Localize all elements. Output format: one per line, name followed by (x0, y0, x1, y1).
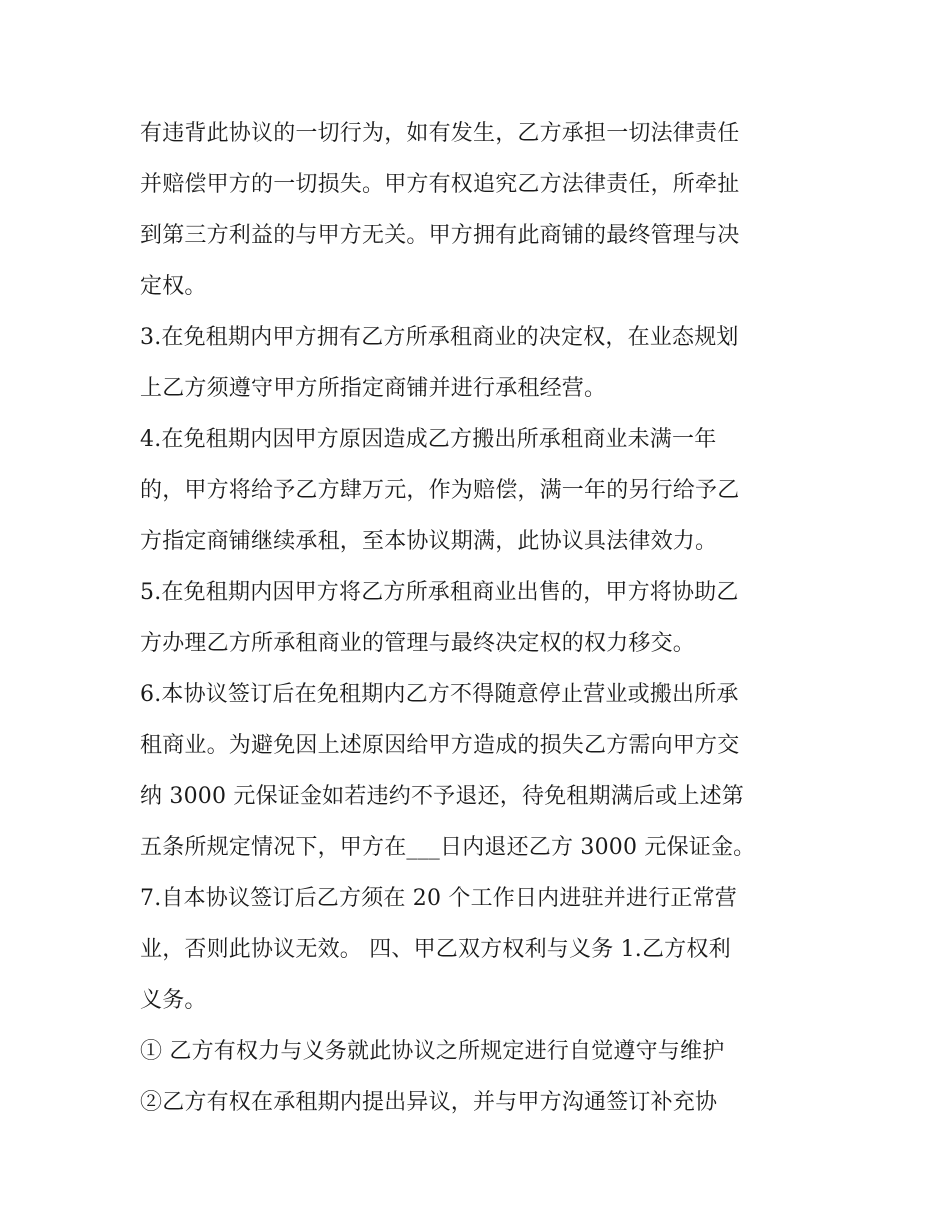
clause-3-line: 3.在免租期内甲方拥有乙方所承租商业的决定权，在业态规划 (140, 325, 739, 350)
text-line: 方办理乙方所承租商业的管理与最终决定权的权力移交。 (140, 631, 696, 656)
text-line: 有违背此协议的一切行为，如有发生，乙方承担一切法律责任 (140, 121, 740, 146)
text-line: 五条所规定情况下，甲方在___日内退还乙方 3000 元保证金。 (140, 835, 756, 860)
text-line: 上乙方须遵守甲方所指定商铺并进行承租经营。 (140, 376, 607, 401)
text-line: 业，否则此协议无效。 四、甲乙双方权利与义务 1.乙方权利 (140, 937, 731, 962)
text-line: 方指定商铺继续承租，至本协议期满，此协议具法律效力。 (140, 529, 718, 554)
clause-6-line: 6.本协议签订后在免租期内乙方不得随意停止营业或搬出所承 (140, 682, 739, 707)
text-line: 的，甲方将给予乙方肆万元，作为赔偿，满一年的另行给予乙 (140, 478, 740, 503)
contract-text-block (140, 108, 820, 1128)
clause-4-line: 4.在免租期内因甲方原因造成乙方搬出所承租商业未满一年 (140, 427, 717, 452)
text-line: 到第三方利益的与甲方无关。甲方拥有此商铺的最终管理与决 (140, 223, 740, 248)
clause-7-line: 7.自本协议签订后乙方须在 20 个工作日内进驻并进行正常营 (140, 886, 737, 911)
clause-5-line: 5.在免租期内因甲方将乙方所承租商业出售的，甲方将协助乙 (140, 580, 739, 605)
rights-item-2-line: ②乙方有权在承租期内提出异议，并与甲方沟通签订补充协 (140, 1090, 718, 1115)
text-line: 并赔偿甲方的一切损失。甲方有权追究乙方法律责任，所牵扯 (140, 172, 740, 197)
text-line: 纳 3000 元保证金如若违约不予退还，待免租期满后或上述第 (140, 784, 744, 809)
text-line: 定权。 (140, 274, 207, 299)
text-line: 义务。 (140, 988, 207, 1013)
text-line: 租商业。为避免因上述原因给甲方造成的损失乙方需向甲方交 (140, 733, 740, 758)
rights-item-1-line: ① 乙方有权力与义务就此协议之所规定进行自觉遵守与维护 (140, 1039, 725, 1064)
